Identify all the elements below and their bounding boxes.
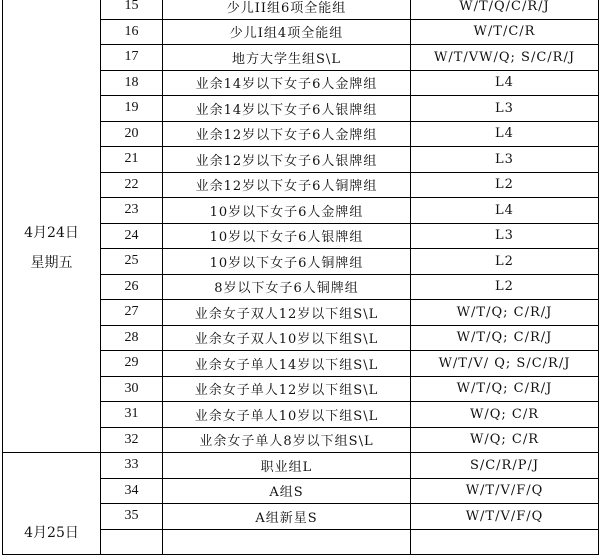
table-row [3,0,599,19]
event-name-cell: 少儿II组6项全能组 [163,0,411,19]
event-name-cell: A组新星S [163,504,411,530]
event-number-cell: 33 [101,453,163,479]
dance-code-cell [411,529,599,555]
table-row [3,453,599,479]
date-cell [3,453,101,555]
dance-code-cell: L3 [411,147,599,173]
event-number-cell: 20 [101,121,163,147]
dance-code-cell: S/C/R/P/J [411,453,599,479]
event-number-cell: 22 [101,172,163,198]
event-number-cell: 18 [101,70,163,96]
event-name-cell: 10岁以下女子6人铜牌组 [163,249,411,275]
event-name-cell: 业余女子单人14岁以下组S\L [163,351,411,377]
dance-code-cell: W/Q; C/R [411,402,599,428]
dance-code-cell: W/T/C/R [411,19,599,45]
dance-code-cell: W/T/V/F/Q [411,504,599,530]
dance-code-cell: L2 [411,249,599,275]
event-number-cell: 28 [101,325,163,351]
event-name-cell: 地方大学生组S\L [163,45,411,71]
weekday-text: 星期五 [30,255,73,271]
event-name-cell: 业余女子单人12岁以下组S\L [163,376,411,402]
dance-code-cell: L3 [411,96,599,122]
schedule-body [3,0,599,555]
date-label-group [3,168,100,278]
event-name-cell: 少儿I组4项全能组 [163,19,411,45]
event-number-cell: 17 [101,45,163,71]
date-label-group [3,460,100,548]
event-name-cell: 业余14岁以下女子6人金牌组 [163,70,411,96]
event-name-cell: 业余12岁以下女子6人金牌组 [163,121,411,147]
dance-code-cell: W/T/Q/C/R/J [411,0,599,19]
event-name-cell: 业余14岁以下女子6人银牌组 [163,96,411,122]
dance-code-cell: W/T/V/ Q; S/C/R/J [411,351,599,377]
dance-code-cell: L3 [411,223,599,249]
event-name-cell: 业余12岁以下女子6人银牌组 [163,147,411,173]
dance-code-cell: L2 [411,172,599,198]
event-number-cell: 35 [101,504,163,530]
dance-code-cell: L4 [411,70,599,96]
event-name-cell: 10岁以下女子6人金牌组 [163,198,411,224]
event-name-cell: 业余女子双人10岁以下组S\L [163,325,411,351]
dance-code-cell: W/T/Q; C/R/J [411,376,599,402]
event-number-cell: 23 [101,198,163,224]
dance-code-cell: W/T/V/F/Q [411,478,599,504]
event-number-cell [101,529,163,555]
event-number-cell: 24 [101,223,163,249]
dance-code-cell: L2 [411,274,599,300]
event-number-cell: 26 [101,274,163,300]
event-number-cell: 19 [101,96,163,122]
event-number-cell: 21 [101,147,163,173]
event-name-cell: 业余女子双人12岁以下组S\L [163,300,411,326]
date-text: 4月25日 [24,524,79,541]
event-number-cell: 27 [101,300,163,326]
event-name-cell: 10岁以下女子6人银牌组 [163,223,411,249]
event-number-cell: 15 [101,0,163,19]
date-cell [3,0,101,453]
schedule-table [2,0,599,555]
event-name-cell: 8岁以下女子6人铜牌组 [163,274,411,300]
event-name-cell: 业余女子单人8岁以下组S\L [163,427,411,453]
event-number-cell: 30 [101,376,163,402]
event-number-cell: 29 [101,351,163,377]
dance-code-cell: L4 [411,198,599,224]
event-name-cell: 职业组L [163,453,411,479]
event-name-cell [163,529,411,555]
date-text: 4月24日 [24,225,79,241]
event-number-cell: 31 [101,402,163,428]
dance-code-cell: W/T/Q; C/R/J [411,325,599,351]
event-name-cell: A组S [163,478,411,504]
dance-code-cell: W/T/Q; C/R/J [411,300,599,326]
event-name-cell: 业余12岁以下女子6人铜牌组 [163,172,411,198]
dance-code-cell: W/Q; C/R [411,427,599,453]
dance-code-cell: L4 [411,121,599,147]
event-number-cell: 25 [101,249,163,275]
event-number-cell: 16 [101,19,163,45]
event-number-cell: 32 [101,427,163,453]
event-name-cell: 业余女子单人10岁以下组S\L [163,402,411,428]
event-number-cell: 34 [101,478,163,504]
dance-code-cell: W/T/VW/Q; S/C/R/J [411,45,599,71]
